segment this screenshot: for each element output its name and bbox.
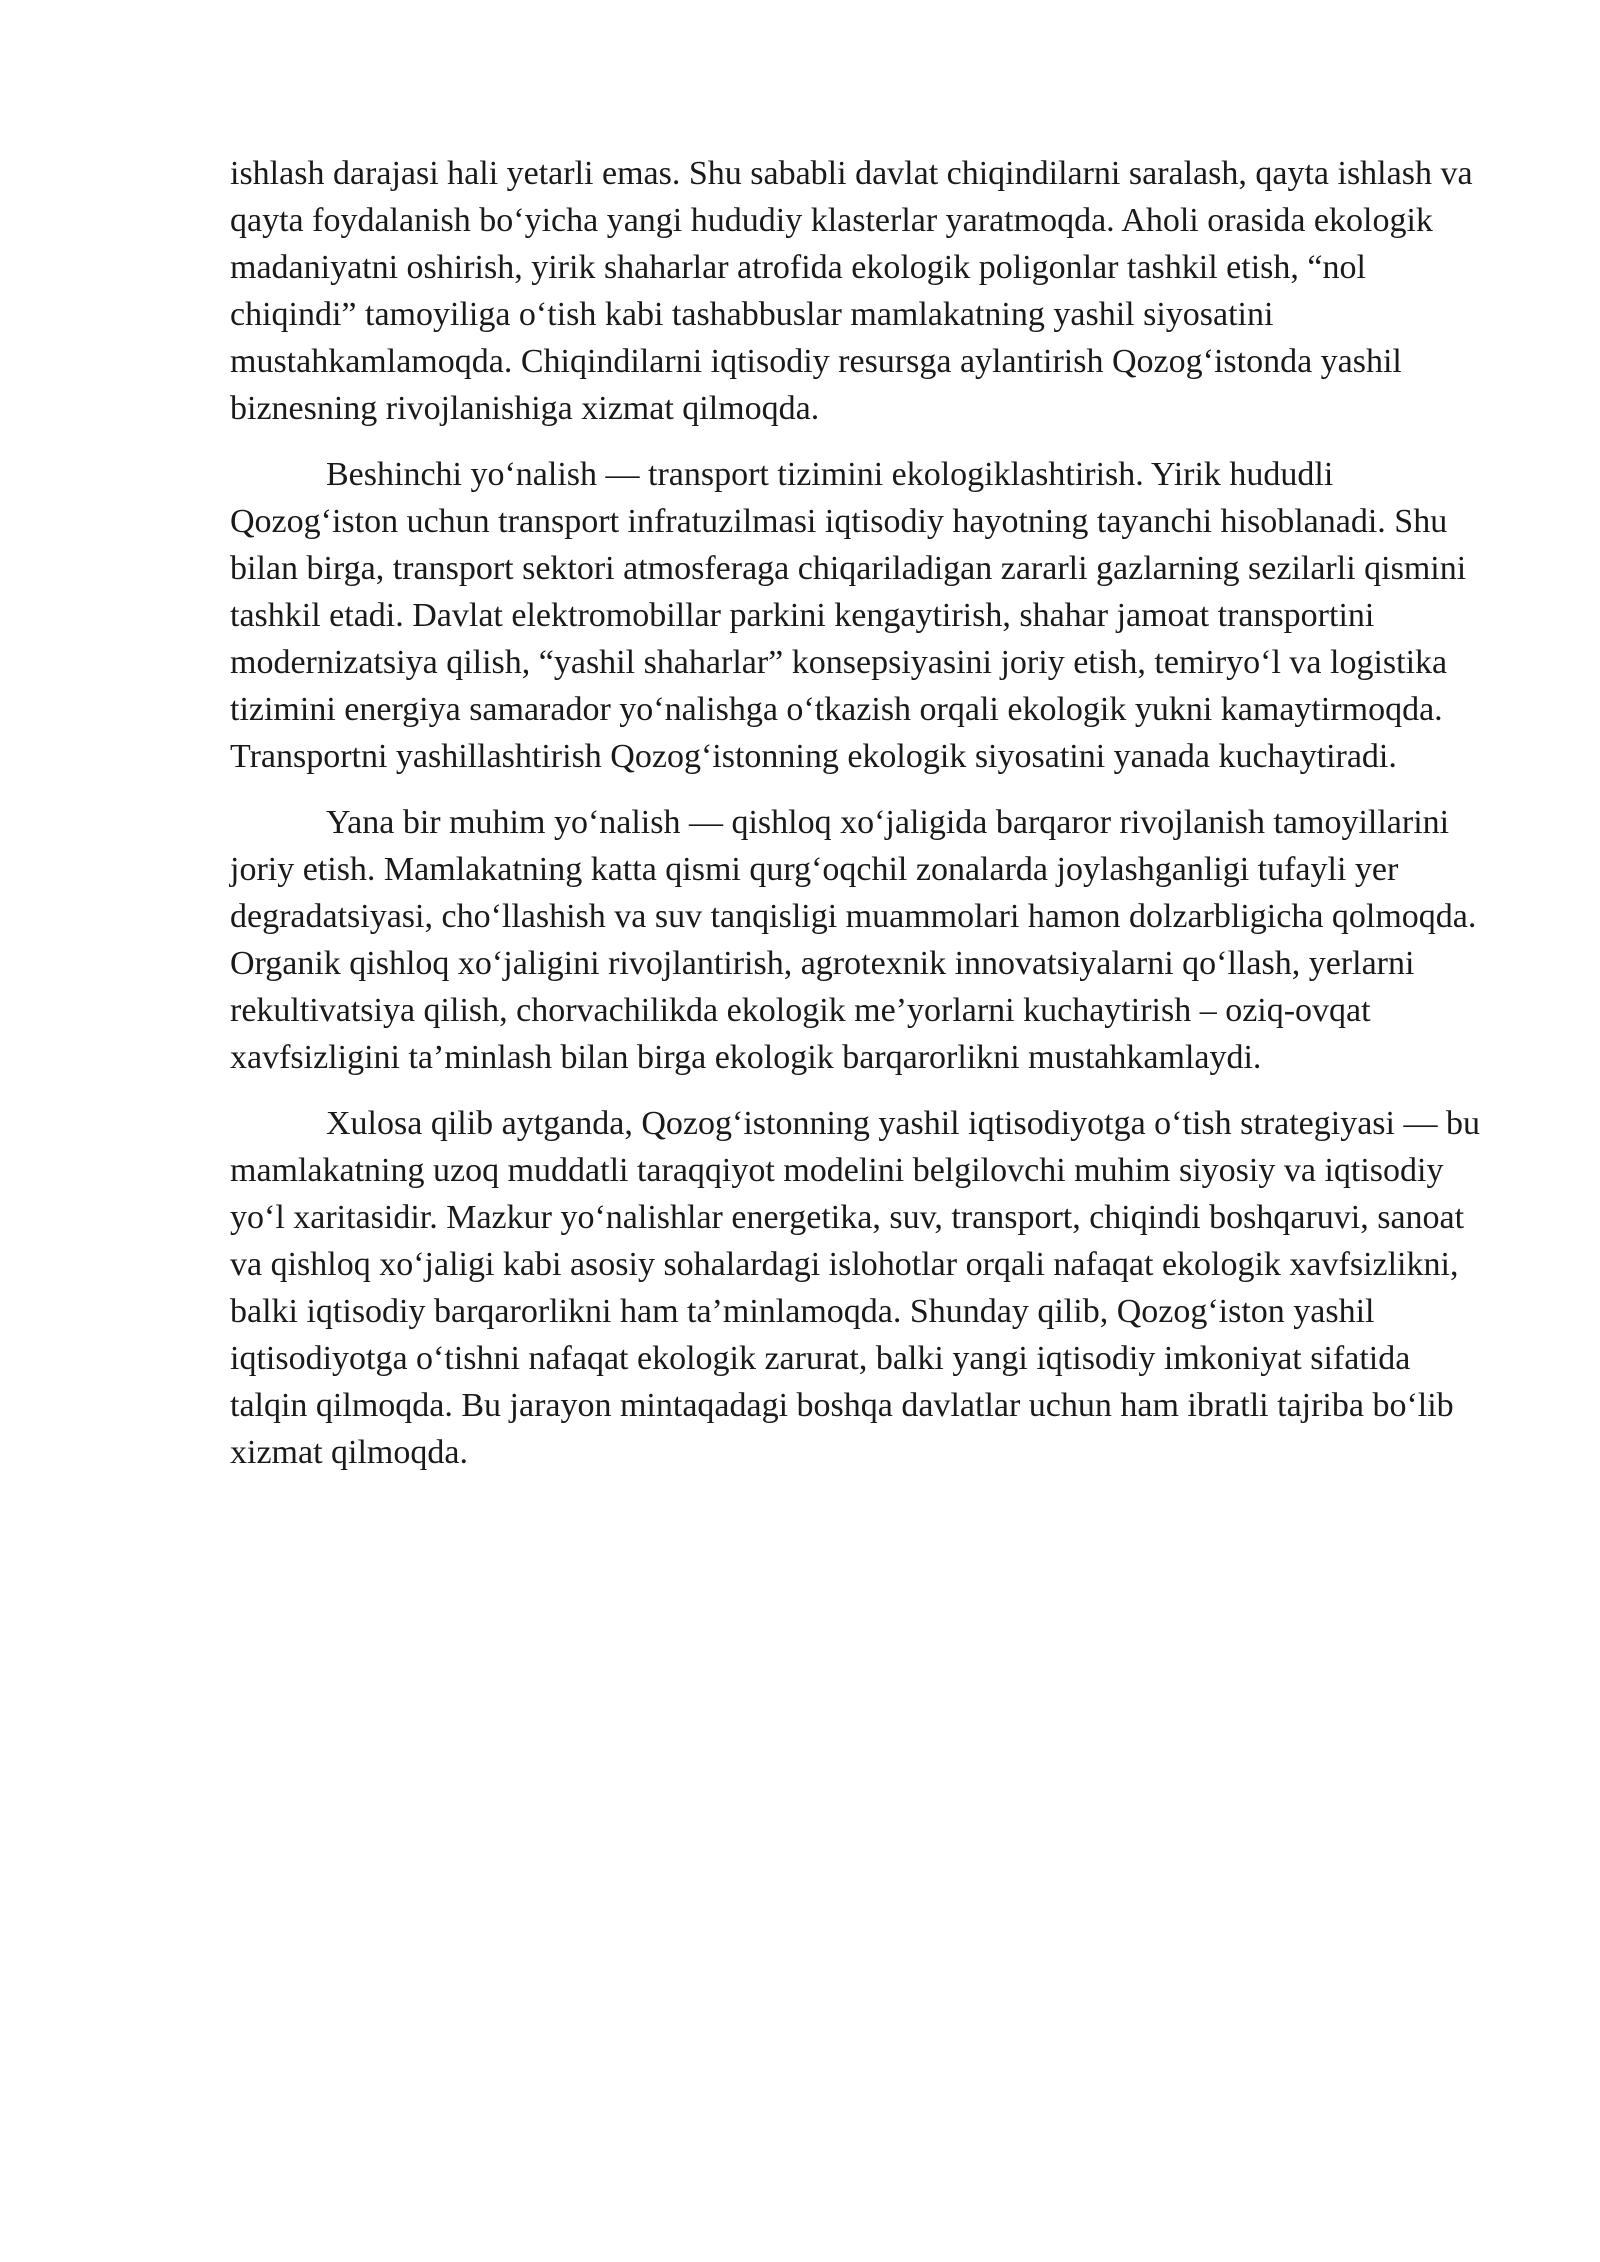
- paragraph-transport: Beshinchi yo‘nalish — transport tizimini ekologiklashtirish. Yirik hududli Qozog‘iston uchun transport infratuzilmasi iqtisodiy hayotning tayanchi hisoblanadi. Shu bilan birga, transport sektori atmosferaga chiqariladigan zararli gazlarning sezilarli qismini tashkil etadi. Davlat elektromobillar parkini kengaytirish, shahar jamoat transportini modernizatsiya qilish, “yashil shaharlar” konsepsiyasini joriy etish, temiryo‘l va logistika tizimini energiya samarador yo‘nalishga o‘tkazish orqali ekologik yukni kamaytirmoqda. Transportni yashillashtirish Qozog‘istonning ekologik siyosatini yanada kuchaytiradi.: [230, 456, 1467, 775]
- paragraph-continuation: ishlash darajasi hali yetarli emas. Shu sababli davlat chiqindilarni saralash, qayta ishlash va qayta foydalanish bo‘yicha yangi hududiy klasterlar yaratmoqda. Aholi orasida ekologik madaniyatni oshirish, yirik shaharlar atrofida ekologik poligonlar tashkil etish, “nol chiqindi” tamoyiliga o‘tish kabi tashabbuslar mamlakatning yashil siyosatini mustahkamlamoqda. Chiqindilarni iqtisodiy resursga aylantirish Qozog‘istonda yashil biznesning rivojlanishiga xizmat qilmoqda.: [230, 155, 1473, 427]
- paragraph-conclusion: Xulosa qilib aytganda, Qozog‘istonning yashil iqtisodiyotga o‘tish strategiyasi — bu mamlakatning uzoq muddatli taraqqiyot modelini belgilovchi muhim siyosiy va iqtisodiy yo‘l xaritasidir. Mazkur yo‘nalishlar energetika, suv, transport, chiqindi boshqaruvi, sanoat va qishloq xo‘jaligi kabi asosiy sohalardagi islohotlar orqali nafaqat ekologik xavfsizlikni, balki iqtisodiy barqarorlikni ham ta’minlamoqda. Shunday qilib, Qozog‘iston yashil iqtisodiyotga o‘tishni nafaqat ekologik zarurat, balki yangi iqtisodiy imkoniyat sifatida talqin qilmoqda. Bu jarayon mintaqadagi boshqa davlatlar uchun ham ibratli tajriba bo‘lib xizmat qilmoqda.: [230, 1105, 1480, 1471]
- paragraph-agriculture: Yana bir muhim yo‘nalish — qishloq xo‘jaligida barqaror rivojlanish tamoyillarini joriy etish. Mamlakatning katta qismi qurg‘oqchil zonalarda joylashganligi tufayli yer degradatsiyasi, cho‘llashish va suv tanqisligi muammolari hamon dolzarbligicha qolmoqda. Organik qishloq xo‘jaligini rivojlantirish, agrotexnik innovatsiyalarni qo‘llash, yerlarni rekultivatsiya qilish, chorvachilikda ekologik me’yorlarni kuchaytirish – oziq-ovqat xavfsizligini ta’minlash bilan birga ekologik barqarorlikni mustahkamlaydi.: [230, 804, 1477, 1076]
- body-text: [230, 150, 1485, 1495]
